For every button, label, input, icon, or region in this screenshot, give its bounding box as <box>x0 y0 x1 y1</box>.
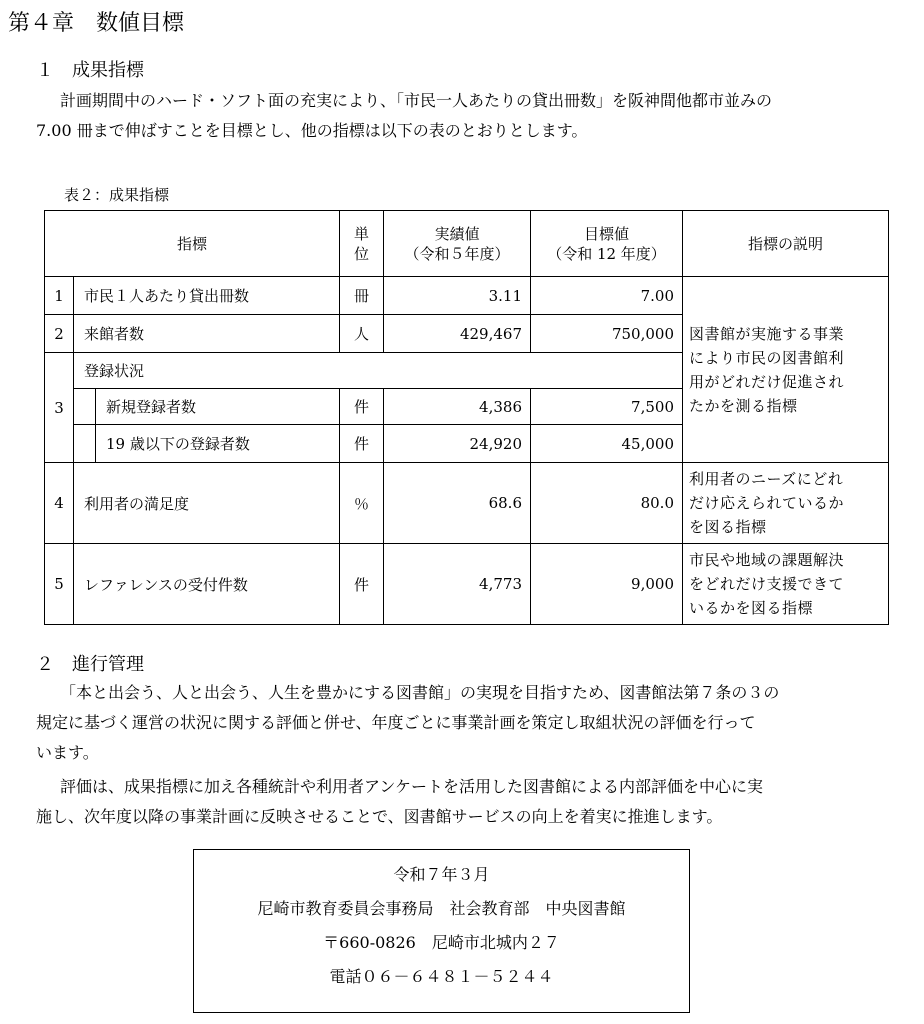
header-unit: 単 位 <box>340 211 384 277</box>
section1-title: １ 成果指標 <box>36 60 144 81</box>
paragraph-line: 評価は、成果指標に加え各種統計や利用者アンケートを活用した図書館による内部評価を中心に実 <box>60 777 764 796</box>
row-indicator-name: 新規登録者数 <box>96 389 340 425</box>
table-caption: 表２：成果指標 <box>64 186 170 204</box>
header-actual: 実績値 （令和５年度） <box>384 211 531 277</box>
row-actual: 429,467 <box>384 315 531 353</box>
row-actual: 4,773 <box>384 544 531 625</box>
row-number: 2 <box>45 315 74 353</box>
row-target: 750,000 <box>531 315 683 353</box>
description-cell: 図書館が実施する事業 により市民の図書館利 用がどれだけ促進され たかを測る指標 <box>683 277 889 463</box>
row-number: 4 <box>45 463 74 544</box>
paragraph-line: 施し、次年度以降の事業計画に反映させることで、図書館サービスの向上を着実に推進します。 <box>36 807 723 826</box>
row-actual: 4,386 <box>384 389 531 425</box>
paragraph-line: 計画期間中のハード・ソフト面の充実により、「市民一人あたりの貸出冊数」を阪神間他都市並みの <box>60 91 773 110</box>
chapter-title: 第４章 数値目標 <box>8 11 185 36</box>
row-actual: 24,920 <box>384 425 531 463</box>
section1-paragraph <box>36 86 896 146</box>
table-row <box>45 277 889 315</box>
row-number: 5 <box>45 544 74 625</box>
row-target: 80.0 <box>531 463 683 544</box>
row-target: 9,000 <box>531 544 683 625</box>
indent-cell <box>74 425 96 463</box>
table-row <box>45 544 889 625</box>
description-cell: 利用者のニーズにどれ だけ応えられているか を図る指標 <box>683 463 889 544</box>
paragraph-line: います。 <box>36 743 99 762</box>
phone: 電話０６－６４８１－５２４４ <box>329 967 554 986</box>
row-indicator-name: レファレンスの受付件数 <box>74 544 340 625</box>
header-description: 指標の説明 <box>683 211 889 277</box>
row-indicator-name: 市民１人あたり貸出冊数 <box>74 277 340 315</box>
row-group-label: 登録状況 <box>74 353 683 389</box>
row-actual: 68.6 <box>384 463 531 544</box>
contact-box <box>193 849 690 1013</box>
row-unit: ％ <box>340 463 384 544</box>
row-target: 7.00 <box>531 277 683 315</box>
row-number: 3 <box>45 353 74 463</box>
table-header-row <box>45 211 889 277</box>
kpi-table <box>44 210 889 625</box>
row-unit: 件 <box>340 389 384 425</box>
row-unit: 冊 <box>340 277 384 315</box>
row-number: 1 <box>45 277 74 315</box>
section2-paragraph <box>36 772 896 832</box>
header-indicator: 指標 <box>45 211 340 277</box>
row-indicator-name: 19 歳以下の登録者数 <box>96 425 340 463</box>
row-target: 45,000 <box>531 425 683 463</box>
row-unit: 件 <box>340 544 384 625</box>
section2-title: ２ 進行管理 <box>36 654 144 675</box>
header-target: 目標値 （令和 12 年度） <box>531 211 683 277</box>
row-target: 7,500 <box>531 389 683 425</box>
row-unit: 人 <box>340 315 384 353</box>
paragraph-line: 「本と出会う、人と出会う、人生を豊かにする図書館」の実現を目指すため、図書館法第７条の３の <box>60 683 780 702</box>
paragraph-line: 規定に基づく運営の状況に関する評価と併せ、年度ごとに事業計画を策定し取組状況の評価を行って <box>36 713 756 732</box>
publication-date: 令和７年３月 <box>393 865 490 884</box>
address: 〒660-0826 尼崎市北城内２７ <box>323 933 560 952</box>
paragraph-line: 7.00 冊まで伸ばすことを目標とし、他の指標は以下の表のとおりとします。 <box>36 121 588 140</box>
row-indicator-name: 利用者の満足度 <box>74 463 340 544</box>
indent-cell <box>74 389 96 425</box>
row-unit: 件 <box>340 425 384 463</box>
description-cell: 市民や地域の課題解決 をどれだけ支援できて いるかを図る指標 <box>683 544 889 625</box>
organization: 尼崎市教育委員会事務局 社会教育部 中央図書館 <box>257 899 626 918</box>
section2-paragraph <box>36 678 896 768</box>
row-actual: 3.11 <box>384 277 531 315</box>
table-row <box>45 463 889 544</box>
row-indicator-name: 来館者数 <box>74 315 340 353</box>
